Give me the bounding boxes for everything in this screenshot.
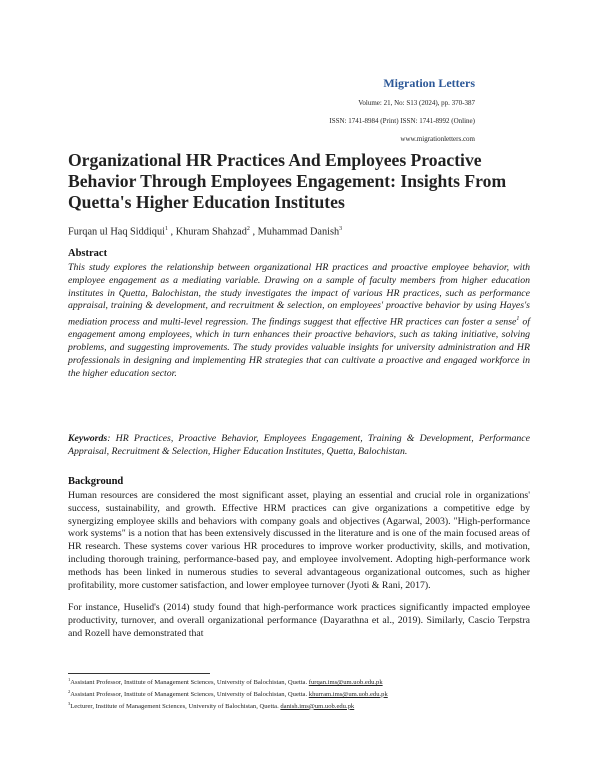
footnote <box>68 676 538 688</box>
author-affiliation-mark: 3 <box>339 226 343 232</box>
abstract-text-part: This study explores the relationship between organizational HR practices and proactive employee behavior, with employee engagement as a mediating variable. Drawing on a sample of faculty members from higher education institutes in Quetta, Balochistan, the study investigates the impact of various HR practices, such as performance appraisal, training & development, and recruitment & selection, on employees' proactive behavior by using Hayes's mediation process and multi-level regression. The findings suggest that effective HR practices can foster a sense <box>68 262 530 328</box>
email-link[interactable]: khurram.ims@um.uob.edu.pk <box>308 690 388 698</box>
author-affiliation-mark: 1 <box>164 226 168 232</box>
keywords-label: Keywords <box>68 433 108 444</box>
footnote-mark: 1 <box>68 677 71 682</box>
paper-title: Organizational HR Practices And Employees Proactive Behavior Through Employees Engagement: Insights From Quetta's Higher Education Institutes <box>68 150 507 212</box>
author-affiliation-mark: 2 <box>246 226 250 232</box>
footnote-text: Lecturer, Institute of Management Sciences, University of Balochistan, Quetta. <box>70 702 281 710</box>
author-name: Khuram Shahzad <box>175 226 247 238</box>
journal-website: www.migrationletters.com <box>400 135 475 143</box>
footnote-text: Assistant Professor, Institute of Management Sciences, University of Balochistan, Quetta. <box>70 690 309 698</box>
footnote-mark: 2 <box>68 688 71 694</box>
background-heading: Background <box>68 476 124 487</box>
footnote-mark: 3 <box>68 700 71 706</box>
volume-info: Volume: 21, No: S13 (2024), pp. 370-387 <box>358 99 475 107</box>
author-separator: , <box>167 226 176 238</box>
issn-info: ISSN: 1741-8984 (Print) ISSN: 1741-8992 (Online) <box>329 117 475 125</box>
keywords-text: : HR Practices, Proactive Behavior, Employees Engagement, Training & Development, Performance Appraisal, Recruitment & Selection, Higher Education Institutes, Quetta, Balochistan. <box>68 433 530 457</box>
abstract-text-part: of engagement among employees, which in turn enhances their proactive behaviors, such as taking initiative, solving problems, and suggesting improvements. The study provides valuable insights for university administration and HR professionals in designing and implementing HR strategies that can cultivate a proactive and engaged workforce in the higher education sector. <box>68 316 530 379</box>
journal-name: Migration Letters <box>383 76 475 90</box>
email-link[interactable]: furqan.ims@um.uob.edu.pk <box>308 679 383 687</box>
author-name: Muhammad Danish <box>257 226 340 238</box>
footnote <box>68 688 538 700</box>
email-link[interactable]: danish.ims@um.uob.edu.pk <box>280 702 355 710</box>
abstract-text <box>68 262 530 380</box>
background-paragraph: Human resources are considered the most significant asset, playing an essential and crucial role in organizations' success, sustainability, and growth. Effective HRM practices can give organizations a competitive edge by synergizing employee skills and behaviors with company goals and objectives (Agarwal, 2003). "High-performance work systems" is a notion that has been extensively discussed in the literature and is one of the main focused areas of HR research. These systems cover various HR procedures to improve worker productivity, skills, and motivation, including thorough training, performance-based pay, and employee involvement. Adopting high-performance work methods has been linked in numerous studies to several advantageous organizational outcomes, such as higher profitability, more customer satisfaction, and lower employee turnover (Jyoti & Rani, 2017). <box>68 490 530 591</box>
background-paragraph: For instance, Huselid's (2014) study found that high-performance work practices significantly impacted employee productivity, turnover, and overall organizational performance (Dayarathna et al., 2019). Similarly, Cascio Terpstra and Rozell have demonstrated that <box>68 602 530 639</box>
footnote-divider <box>68 673 210 674</box>
author-separator: , <box>249 226 258 238</box>
footnote <box>68 700 538 712</box>
author-list <box>68 226 342 237</box>
author-name: Furqan ul Haq Siddiqui <box>68 226 165 238</box>
footnotes <box>68 676 538 711</box>
keywords <box>68 433 530 459</box>
footnote-mark: 1 <box>516 316 520 323</box>
footnote-text: Assistant Professor, Institute of Management Sciences, University of Balochistan, Quetta. <box>70 679 309 687</box>
abstract-heading: Abstract <box>68 248 108 259</box>
